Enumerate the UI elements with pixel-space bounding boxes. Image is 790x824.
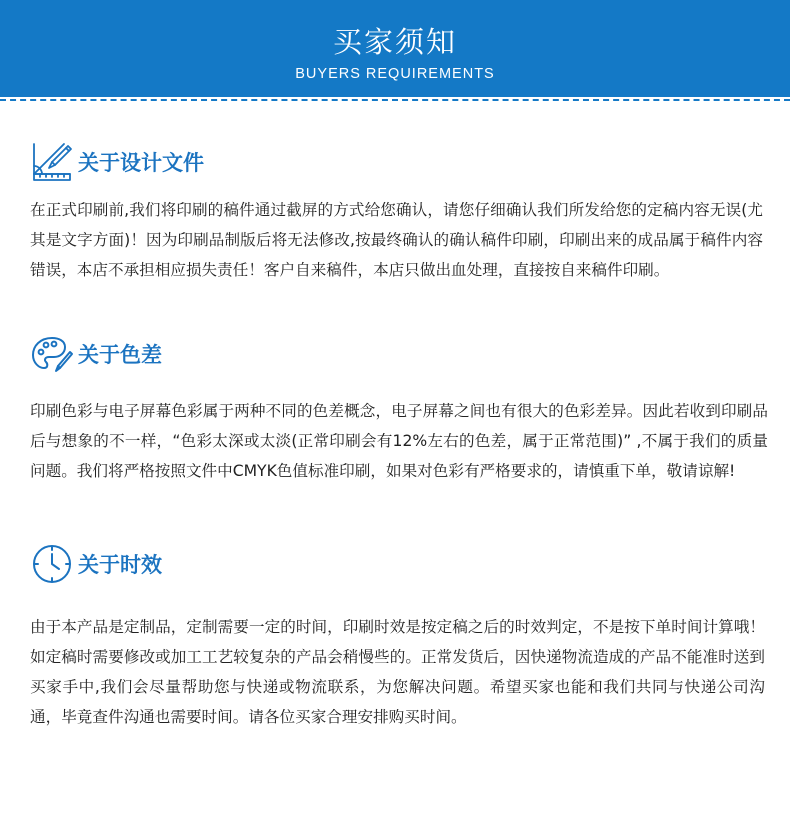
- page-subtitle: BUYERS REQUIREMENTS: [295, 66, 495, 82]
- header-banner: [0, 0, 790, 97]
- design-ruler-brush-icon: [30, 140, 74, 184]
- section-color-difference-text: 印刷色彩与电子屏幕色彩属于两种不同的色差概念，电子屏幕之间也有很大的色彩差异。因此若收到印刷品后与想象的不一样，“色彩太深或太淡(正常印刷会有12%左右的色差，属于正常范围)” ,不属于我们的质量问题。我们将严格按照文件中CMYK色值标准印刷，如果对色彩有严格要求的，请慎重下单，敬请谅解!: [30, 402, 768, 480]
- section-title: 关于设计文件: [78, 151, 204, 175]
- section-title: 关于时效: [78, 553, 162, 577]
- section-design-files-text: 在正式印刷前,我们将印刷的稿件通过截屏的方式给您确认，请您仔细确认我们所发给您的定稿内容无误(尤其是文字方面)！因为印刷品制版后将无法修改,按最终确认的确认稿件印刷，印刷出来的成品属于稿件内容错误，本店不承担相应损失责任！客户自来稿件，本店只做出血处理，直接按自来稿件印刷。: [30, 201, 763, 279]
- header-divider: [0, 99, 790, 101]
- section-title: 关于色差: [78, 343, 162, 367]
- page-title: 买家须知: [332, 25, 457, 59]
- section-timeliness-text: 由于本产品是定制品，定制需要一定的时间，印刷时效是按定稿之后的时效判定，不是按下单时间计算哦！如定稿时需要修改或加工工艺较复杂的产品会稍慢些的。正常发货后，因快递物流造成的产品不能准时送到买家手中,我们会尽量帮助您与快递或物流联系，为您解决问题。希望买家也能和我们共同与快递公司沟通，毕竟查件沟通也需要时间。请各位买家合理安排购买时间。: [30, 618, 765, 726]
- palette-icon: [30, 332, 74, 376]
- clock-icon: [30, 542, 74, 586]
